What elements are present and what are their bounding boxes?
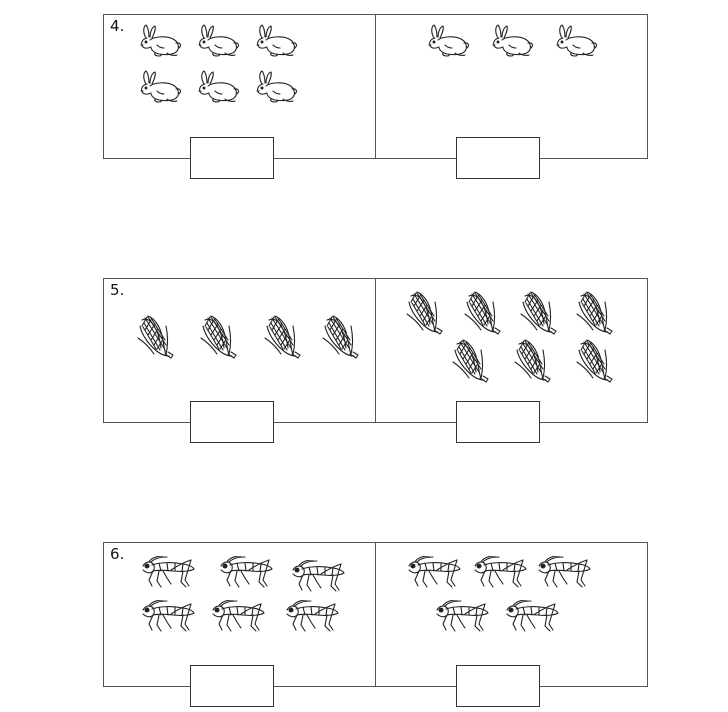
answer-box-right[interactable] <box>456 401 540 443</box>
rabbit-icon <box>253 24 299 58</box>
grasshopper-icon <box>433 600 489 634</box>
answer-box-left[interactable] <box>190 137 274 179</box>
rabbit-icon <box>195 24 241 58</box>
corn-icon <box>321 312 361 360</box>
corn-icon <box>463 288 503 336</box>
corn-icon <box>519 288 559 336</box>
answer-box-left[interactable] <box>190 401 274 443</box>
divider <box>375 543 376 686</box>
problem-number: 5. <box>110 281 125 299</box>
grasshopper-icon <box>139 556 195 590</box>
grasshopper-icon <box>535 556 591 590</box>
corn-icon <box>199 312 239 360</box>
rabbit-icon <box>253 70 299 104</box>
divider <box>375 279 376 422</box>
grasshopper-icon <box>471 556 527 590</box>
grasshopper-icon <box>283 600 339 634</box>
corn-icon <box>405 288 445 336</box>
corn-icon <box>136 312 176 360</box>
corn-icon <box>263 312 303 360</box>
problem-5 <box>103 278 648 448</box>
corn-icon <box>513 336 553 384</box>
rabbit-icon <box>137 24 183 58</box>
rabbit-icon <box>195 70 241 104</box>
problem-number: 4. <box>110 17 125 35</box>
rabbit-icon <box>425 24 471 58</box>
answer-box-right[interactable] <box>456 665 540 707</box>
problem-6 <box>103 542 648 712</box>
problem-frame <box>103 278 648 423</box>
corn-icon <box>575 288 615 336</box>
problem-number: 6. <box>110 545 125 563</box>
corn-icon <box>451 336 491 384</box>
answer-box-right[interactable] <box>456 137 540 179</box>
grasshopper-icon <box>289 560 345 594</box>
grasshopper-icon <box>405 556 461 590</box>
grasshopper-icon <box>209 600 265 634</box>
grasshopper-icon <box>217 556 273 590</box>
rabbit-icon <box>489 24 535 58</box>
answer-box-left[interactable] <box>190 665 274 707</box>
rabbit-icon <box>137 70 183 104</box>
divider <box>375 15 376 158</box>
grasshopper-icon <box>139 600 195 634</box>
rabbit-icon <box>553 24 599 58</box>
grasshopper-icon <box>503 600 559 634</box>
corn-icon <box>575 336 615 384</box>
problem-4 <box>103 14 648 184</box>
